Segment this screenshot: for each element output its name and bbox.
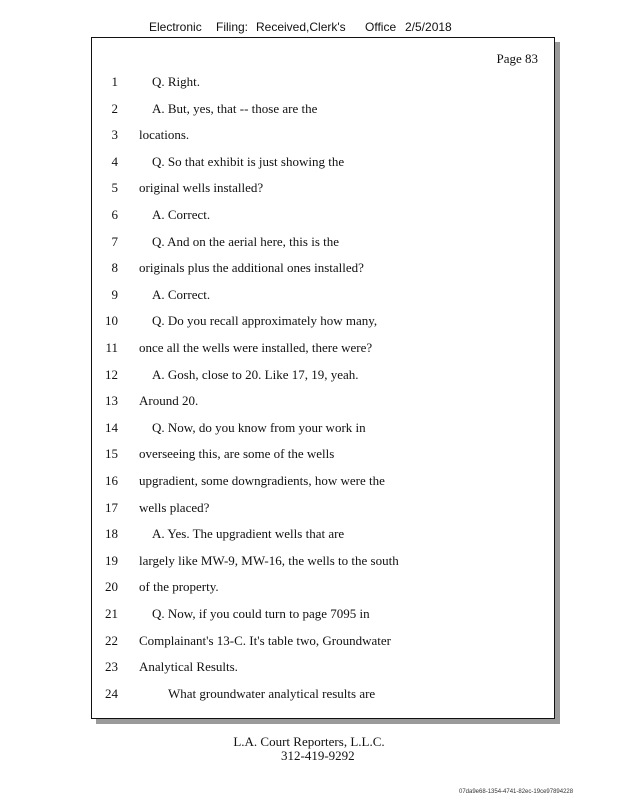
transcript-line	[92, 685, 554, 703]
filing-stamp-header	[0, 20, 618, 36]
transcript-line	[92, 100, 554, 118]
line-text: Q. Do you recall approximately how many,	[152, 313, 378, 329]
transcript-line	[92, 605, 554, 623]
line-text: largely like MW-9, MW-16, the wells to the south	[139, 552, 399, 568]
line-text: once all the wells were installed, there were?	[139, 340, 373, 355]
filing-office: Office	[365, 20, 397, 34]
line-number: 7	[111, 233, 118, 249]
transcript-line	[92, 658, 554, 676]
footer-company: L.A. Court Reporters, L.L.C.	[233, 734, 385, 749]
line-text: A. Gosh, close to 20. Like 17, 19, yeah.	[152, 366, 359, 382]
transcript-line	[92, 472, 554, 490]
line-text: Q. Now, do you know from your work in	[152, 419, 366, 435]
line-number: 17	[105, 499, 118, 515]
transcript-line	[92, 366, 554, 384]
line-text: A. But, yes, that -- those are the	[152, 100, 318, 116]
transcript-line	[92, 126, 554, 144]
document-id: 07da9e68-1354-4741-82ec-19ce97894228	[459, 789, 574, 795]
line-text: of the property.	[139, 579, 219, 595]
line-number: 22	[105, 632, 118, 648]
filing-label: Filing:	[216, 20, 249, 34]
line-text: Q. So that exhibit is just showing the	[152, 153, 345, 169]
footer-phone: 312-419-9292	[281, 748, 355, 763]
line-number: 21	[105, 606, 118, 621]
transcript-line	[92, 286, 554, 304]
transcript-line	[92, 259, 554, 277]
transcript-line	[92, 153, 554, 171]
transcript-line	[92, 578, 554, 596]
line-text: overseeing this, are some of the wells	[139, 446, 335, 462]
line-number: 11	[105, 340, 118, 355]
filing-received: Received,Clerk's	[256, 20, 346, 34]
transcript-line	[92, 445, 554, 463]
line-number: 5	[111, 180, 118, 196]
line-number: 8	[111, 260, 118, 276]
line-number: 9	[111, 286, 118, 302]
line-text: upgradient, some downgradients, how were the	[139, 473, 385, 488]
page-number: Page 83	[496, 51, 538, 66]
line-number: 6	[111, 207, 118, 222]
line-number: 16	[105, 473, 118, 488]
transcript-page	[91, 37, 555, 719]
line-text: original wells installed?	[139, 180, 264, 196]
filing-date: 2/5/2018	[405, 20, 452, 34]
line-number: 4	[111, 153, 118, 169]
line-number: 24	[105, 685, 118, 701]
line-number: 2	[111, 100, 118, 116]
line-text: Complainant's 13-C. It's table two, Groundwater	[139, 632, 392, 648]
transcript-line	[92, 525, 554, 543]
line-text: originals plus the additional ones installed?	[139, 260, 364, 276]
transcript-line	[92, 312, 554, 330]
line-number: 1	[111, 74, 118, 89]
line-text: Q. Now, if you could turn to page 7095 in	[152, 606, 370, 621]
transcript-line	[92, 179, 554, 197]
line-number: 13	[105, 393, 118, 409]
line-number: 23	[105, 659, 118, 675]
line-number: 18	[105, 526, 118, 542]
transcript-line	[92, 206, 554, 224]
line-text: A. Correct.	[152, 286, 211, 302]
line-number: 15	[105, 446, 118, 462]
line-number: 19	[105, 552, 118, 568]
transcript-line	[92, 632, 554, 650]
transcript-line	[92, 339, 554, 357]
line-text: Analytical Results.	[139, 659, 238, 675]
line-text: Q. And on the aerial here, this is the	[152, 233, 340, 249]
transcript-line	[92, 552, 554, 570]
transcript-line	[92, 392, 554, 410]
line-text: wells placed?	[139, 499, 210, 515]
line-number: 12	[105, 366, 118, 382]
line-number: 3	[111, 127, 118, 143]
line-number: 10	[105, 313, 118, 329]
transcript-line	[92, 233, 554, 251]
transcript-line	[92, 73, 554, 91]
filing-electronic: Electronic	[149, 20, 202, 34]
line-text: Q. Right.	[152, 74, 201, 89]
transcript-line	[92, 499, 554, 517]
line-text: A. Correct.	[152, 207, 211, 222]
line-text: A. Yes. The upgradient wells that are	[152, 526, 345, 542]
line-number: 14	[105, 419, 118, 435]
line-text: locations.	[139, 127, 190, 143]
line-text: What groundwater analytical results are	[168, 685, 376, 701]
line-text: Around 20.	[139, 393, 199, 409]
line-number: 20	[105, 579, 118, 595]
transcript-line	[92, 419, 554, 437]
